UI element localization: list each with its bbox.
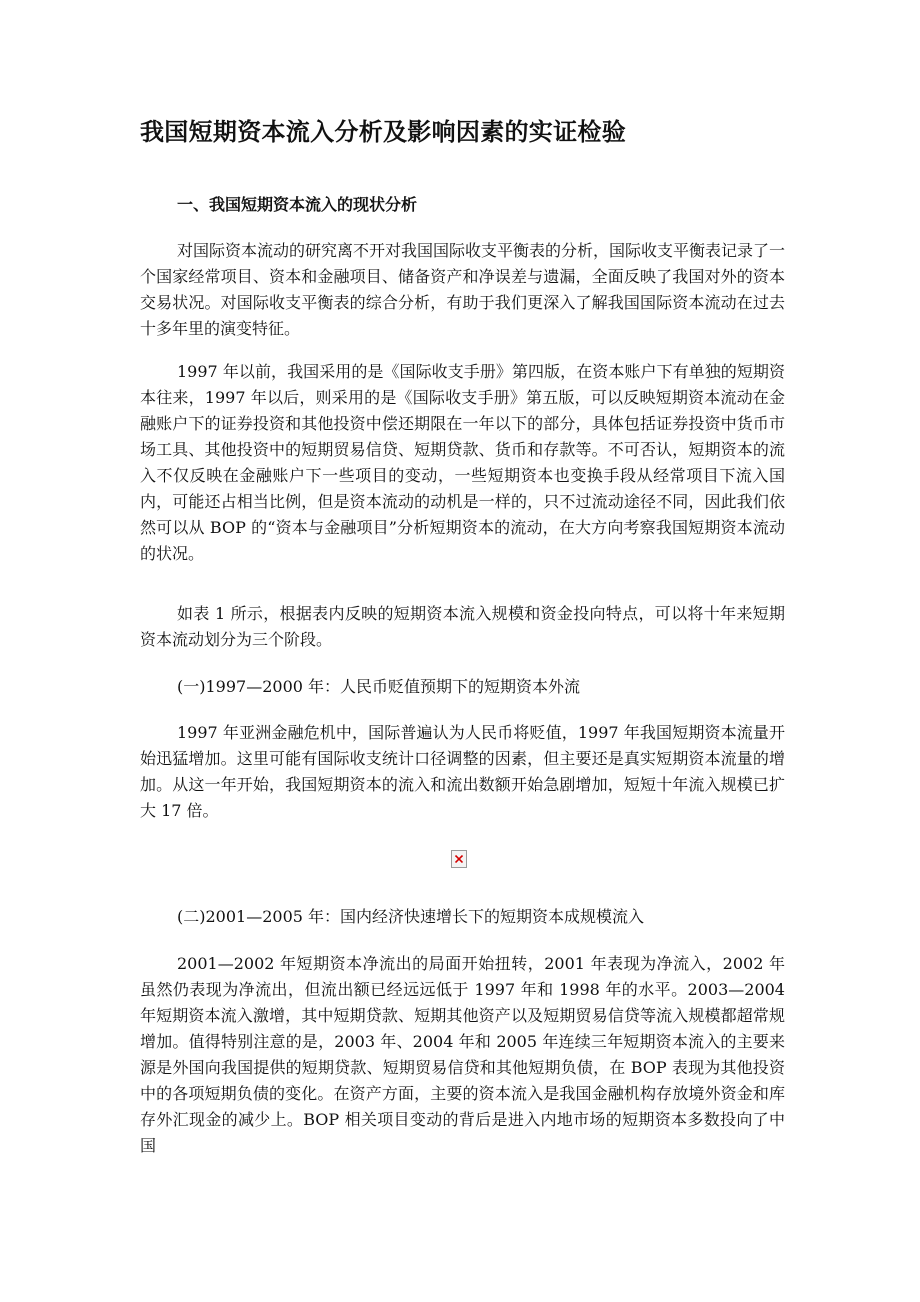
subsection-heading-2: (二)2001—2005 年：国内经济快速增长下的短期资本成规模流入 bbox=[177, 907, 645, 926]
paragraph-5: 2001—2002 年短期资本净流出的局面开始扭转，2001 年表现为净流入，2002 年虽然仍表现为净流出，但流出额已经远远低于 1997 年和 1998 年的水平。2003—2004 年短期资本流入激增，其中短期贷款、短期其他资产以及短期贸易信贷等流入规模都超常规增加。值得特别注意的是，2003 年、2004 年和 2005 年连续三年短期资本流入的主要来源是外国向我国提供的短期贷款、短期贸易信贷和其他短期负债，在 BOP 表现为其他投资中的各项短期负债的变化。在资产方面，主要的资本流入是我国金融机构存放境外资金和库存外汇现金的减少上。BOP 相关项目变动的背后是进入内地市场的短期资本多数投向了中国 bbox=[140, 954, 785, 1155]
broken-image-icon bbox=[451, 850, 467, 868]
paragraph-2: 1997 年以前，我国采用的是《国际收支手册》第四版，在资本账户下有单独的短期资本往来，1997 年以后，则采用的是《国际收支手册》第五版，可以反映短期资本流动在金融账户下的证券投资和其他投资中偿还期限在一年以下的部分，具体包括证券投资中货币市场工具、其他投资中的短期贸易信贷、短期贷款、货币和存款等。不可否认，短期资本的流入不仅反映在金融账户下一些项目的变动，一些短期资本也变换手段从经常项目下流入国内，可能还占相当比例，但是资本流动的动机是一样的，只不过流动途径不同，因此我们依然可以从 BOP 的“资本与金融项目”分析短期资本的流动，在大方向考察我国短期资本流动的状况。 bbox=[140, 362, 785, 563]
close-x-icon bbox=[455, 855, 463, 863]
paragraph-3: 如表 1 所示，根据表内反映的短期资本流入规模和资金投向特点，可以将十年来短期资本流动划分为三个阶段。 bbox=[140, 604, 785, 649]
paragraph-1: 对国际资本流动的研究离不开对我国国际收支平衡表的分析，国际收支平衡表记录了一个国家经常项目、资本和金融项目、储备资产和净误差与遗漏，全面反映了我国对外的资本交易状况。对国际收支平衡表的综合分析，有助于我们更深入了解我国国际资本流动在过去十多年里的演变特征。 bbox=[140, 241, 786, 338]
section-heading: 一、我国短期资本流入的现状分析 bbox=[177, 195, 418, 214]
document-title: 我国短期资本流入分析及影响因素的实证检验 bbox=[140, 117, 626, 146]
subsection-heading-1: (一)1997—2000 年：人民币贬值预期下的短期资本外流 bbox=[177, 677, 581, 696]
paragraph-4: 1997 年亚洲金融危机中，国际普遍认为人民币将贬值，1997 年我国短期资本流量开始迅猛增加。这里可能有国际收支统计口径调整的因素，但主要还是真实短期资本流量的增加。从这一年开始，我国短期资本的流入和流出数额开始急剧增加，短短十年流入规模已扩大 17 倍。 bbox=[140, 723, 785, 820]
